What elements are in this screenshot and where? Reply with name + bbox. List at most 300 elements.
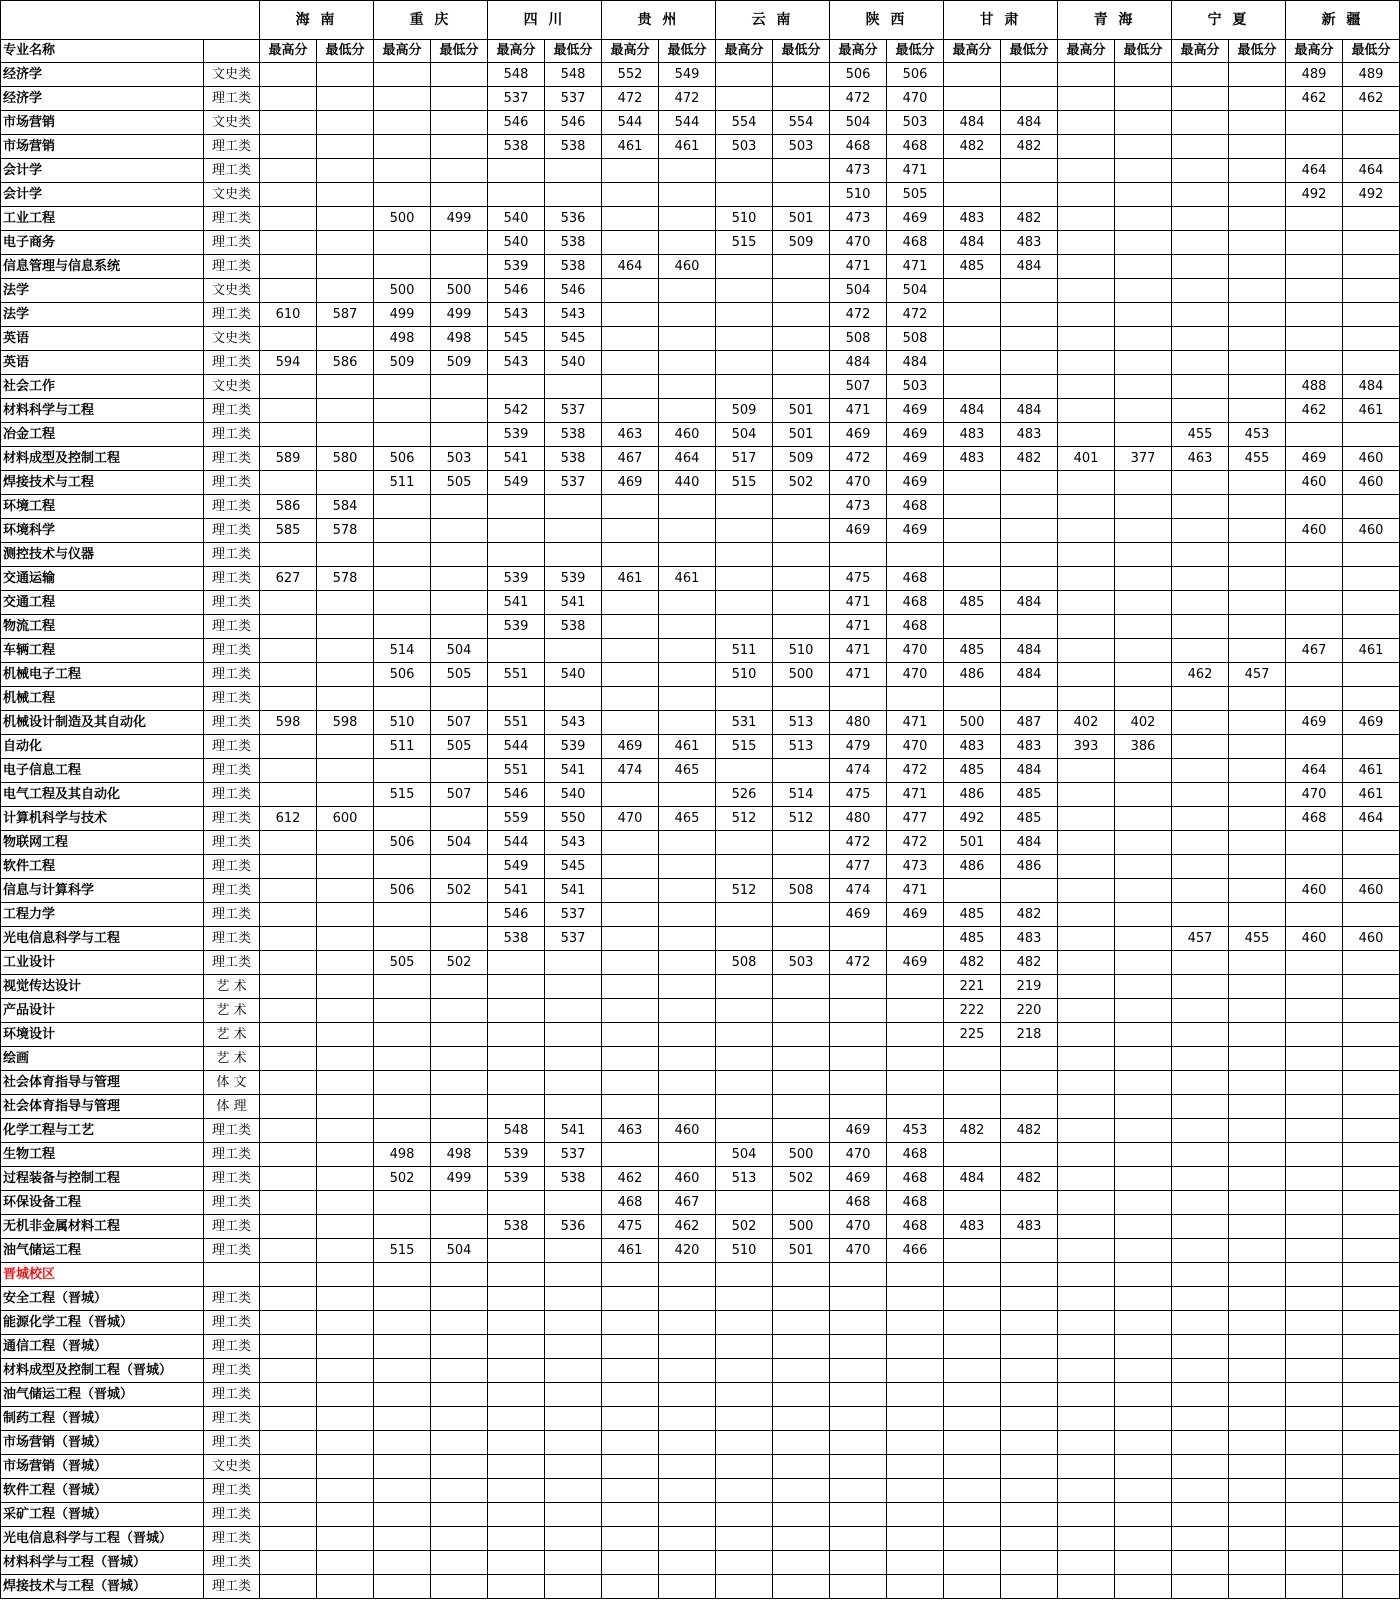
min-score-cell: 467 xyxy=(659,1191,716,1215)
max-score-cell xyxy=(1286,1407,1343,1431)
min-score-cell: 538 xyxy=(545,615,602,639)
max-score-cell xyxy=(1286,231,1343,255)
max-score-cell: 589 xyxy=(260,447,317,471)
max-score-cell xyxy=(1172,471,1229,495)
max-score-cell xyxy=(944,1575,1001,1599)
table-row xyxy=(1,735,1400,759)
max-score-cell xyxy=(716,1431,773,1455)
max-score-cell: 482 xyxy=(944,1119,1001,1143)
table-row xyxy=(1,1335,1400,1359)
max-score-cell xyxy=(716,183,773,207)
max-score-cell xyxy=(260,1215,317,1239)
min-score-cell: 472 xyxy=(887,831,944,855)
max-score-cell xyxy=(716,1383,773,1407)
min-score-cell: 503 xyxy=(431,447,488,471)
max-score-cell: 541 xyxy=(488,879,545,903)
max-score-cell: 470 xyxy=(830,471,887,495)
max-score-cell: 551 xyxy=(488,711,545,735)
max-score-cell xyxy=(488,1095,545,1119)
max-score-cell xyxy=(1286,135,1343,159)
min-score-cell xyxy=(659,1479,716,1503)
min-score-cell xyxy=(1001,567,1058,591)
min-score-cell: 483 xyxy=(1001,927,1058,951)
min-score-cell xyxy=(545,999,602,1023)
province-header: 宁 夏 xyxy=(1172,1,1286,40)
major-name: 油气储运工程（晋城） xyxy=(1,1383,204,1407)
max-score-cell: 470 xyxy=(830,1215,887,1239)
max-score-cell xyxy=(1172,351,1229,375)
min-score-cell xyxy=(1001,495,1058,519)
min-score-cell xyxy=(545,1239,602,1263)
min-score-cell xyxy=(659,1455,716,1479)
min-score-cell: 498 xyxy=(431,1143,488,1167)
table-row xyxy=(1,471,1400,495)
min-score-cell xyxy=(545,375,602,399)
min-score-cell xyxy=(773,1071,830,1095)
major-name: 化学工程与工艺 xyxy=(1,1119,204,1143)
min-score-cell xyxy=(431,1263,488,1287)
min-score-cell xyxy=(1343,903,1400,927)
max-score-cell xyxy=(1286,687,1343,711)
min-score-cell xyxy=(545,1263,602,1287)
max-score-cell xyxy=(602,1095,659,1119)
min-score-cell xyxy=(887,1431,944,1455)
max-score-cell xyxy=(602,327,659,351)
max-score-header: 最高分 xyxy=(260,40,317,63)
max-score-cell xyxy=(944,303,1001,327)
min-score-cell: 460 xyxy=(659,255,716,279)
min-score-cell xyxy=(1115,975,1172,999)
max-score-cell xyxy=(1058,519,1115,543)
max-score-cell: 462 xyxy=(1286,399,1343,423)
min-score-cell xyxy=(1115,1407,1172,1431)
min-score-cell xyxy=(1229,87,1286,111)
max-score-cell: 498 xyxy=(374,1143,431,1167)
max-score-cell: 401 xyxy=(1058,447,1115,471)
min-score-cell xyxy=(1343,1095,1400,1119)
min-score-cell xyxy=(887,1287,944,1311)
min-score-cell xyxy=(1001,1479,1058,1503)
min-score-cell xyxy=(1229,567,1286,591)
max-score-cell: 471 xyxy=(830,615,887,639)
min-score-cell xyxy=(887,1551,944,1575)
subject-type: 理工类 xyxy=(204,951,260,975)
max-score-cell xyxy=(944,63,1001,87)
min-score-cell: 548 xyxy=(545,63,602,87)
max-score-cell xyxy=(1172,1287,1229,1311)
major-name: 自动化 xyxy=(1,735,204,759)
min-score-cell xyxy=(659,903,716,927)
min-score-cell xyxy=(317,1503,374,1527)
max-score-cell xyxy=(1058,615,1115,639)
max-score-cell xyxy=(1172,879,1229,903)
province-header: 陕 西 xyxy=(830,1,944,40)
max-score-cell xyxy=(602,831,659,855)
table-row xyxy=(1,975,1400,999)
min-score-cell xyxy=(545,1023,602,1047)
table-row xyxy=(1,1431,1400,1455)
min-score-cell xyxy=(317,735,374,759)
min-score-cell xyxy=(1001,1407,1058,1431)
max-score-cell: 468 xyxy=(602,1191,659,1215)
min-score-cell xyxy=(1115,639,1172,663)
major-name: 材料成型及控制工程（晋城） xyxy=(1,1359,204,1383)
subject-type: 文史类 xyxy=(204,375,260,399)
min-score-cell xyxy=(1229,1455,1286,1479)
max-score-cell xyxy=(374,759,431,783)
max-score-cell xyxy=(488,519,545,543)
max-score-cell xyxy=(1172,711,1229,735)
min-score-cell xyxy=(317,903,374,927)
max-score-cell xyxy=(716,63,773,87)
min-score-cell xyxy=(317,663,374,687)
min-score-cell xyxy=(1115,759,1172,783)
max-score-cell xyxy=(260,759,317,783)
min-score-cell xyxy=(773,1023,830,1047)
max-score-cell: 472 xyxy=(830,951,887,975)
min-score-cell xyxy=(431,975,488,999)
max-score-cell xyxy=(260,1047,317,1071)
max-score-cell xyxy=(602,879,659,903)
min-score-cell: 218 xyxy=(1001,1023,1058,1047)
max-score-cell xyxy=(716,1455,773,1479)
max-score-cell: 473 xyxy=(830,207,887,231)
max-score-cell: 500 xyxy=(374,279,431,303)
min-score-cell xyxy=(1229,159,1286,183)
min-score-cell xyxy=(431,399,488,423)
min-score-cell: 460 xyxy=(1343,879,1400,903)
min-score-cell xyxy=(773,1527,830,1551)
max-score-cell: 475 xyxy=(830,567,887,591)
max-score-cell: 485 xyxy=(944,903,1001,927)
max-score-cell xyxy=(1286,1239,1343,1263)
max-score-cell xyxy=(830,1263,887,1287)
min-score-cell xyxy=(317,1071,374,1095)
max-score-cell xyxy=(260,1575,317,1599)
max-score-cell xyxy=(830,1575,887,1599)
max-score-cell xyxy=(830,927,887,951)
max-score-cell xyxy=(374,495,431,519)
table-row xyxy=(1,855,1400,879)
table-row xyxy=(1,1143,1400,1167)
max-score-cell xyxy=(716,87,773,111)
max-score-cell xyxy=(1286,999,1343,1023)
min-score-cell: 578 xyxy=(317,567,374,591)
major-name: 电气工程及其自动化 xyxy=(1,783,204,807)
max-score-cell xyxy=(1172,255,1229,279)
min-score-cell: 483 xyxy=(1001,735,1058,759)
max-score-cell xyxy=(260,111,317,135)
max-score-cell xyxy=(1058,663,1115,687)
max-score-cell: 471 xyxy=(830,591,887,615)
max-score-cell: 513 xyxy=(716,1167,773,1191)
max-score-cell xyxy=(1172,1455,1229,1479)
max-score-cell xyxy=(260,471,317,495)
max-score-cell xyxy=(374,1335,431,1359)
min-score-cell xyxy=(1115,1551,1172,1575)
max-score-cell xyxy=(1058,1143,1115,1167)
min-score-cell xyxy=(1229,1143,1286,1167)
min-score-cell xyxy=(431,1071,488,1095)
subject-type xyxy=(204,1263,260,1287)
max-score-cell xyxy=(830,1095,887,1119)
province-header: 海 南 xyxy=(260,1,374,40)
min-score-cell: 482 xyxy=(1001,1119,1058,1143)
min-score-cell xyxy=(545,1479,602,1503)
min-score-cell: 544 xyxy=(659,111,716,135)
min-score-cell: 508 xyxy=(887,327,944,351)
max-score-header: 最高分 xyxy=(1286,40,1343,63)
min-score-cell xyxy=(773,543,830,567)
max-score-cell xyxy=(1172,1143,1229,1167)
max-score-cell xyxy=(1172,975,1229,999)
min-score-cell xyxy=(545,1191,602,1215)
max-score-cell xyxy=(1172,231,1229,255)
max-score-cell xyxy=(260,1023,317,1047)
max-score-cell xyxy=(716,1095,773,1119)
min-score-cell xyxy=(1115,1479,1172,1503)
min-score-cell xyxy=(431,1527,488,1551)
max-score-cell xyxy=(1286,903,1343,927)
min-score-cell: 469 xyxy=(887,903,944,927)
min-score-cell: 537 xyxy=(545,87,602,111)
max-score-cell: 504 xyxy=(830,111,887,135)
min-score-cell: 537 xyxy=(545,399,602,423)
max-score-cell xyxy=(260,87,317,111)
score-table-body xyxy=(1,63,1400,1599)
max-score-cell xyxy=(944,1095,1001,1119)
max-score-cell xyxy=(260,735,317,759)
min-score-cell: 464 xyxy=(1343,807,1400,831)
max-score-cell xyxy=(1172,1503,1229,1527)
max-score-cell: 464 xyxy=(1286,159,1343,183)
major-name: 油气储运工程 xyxy=(1,1239,204,1263)
min-score-cell xyxy=(1001,687,1058,711)
max-score-cell xyxy=(374,1407,431,1431)
max-score-cell: 479 xyxy=(830,735,887,759)
max-score-cell xyxy=(260,1359,317,1383)
max-score-cell xyxy=(260,1191,317,1215)
max-score-cell xyxy=(1286,495,1343,519)
max-score-cell: 472 xyxy=(830,303,887,327)
max-score-cell xyxy=(1286,591,1343,615)
max-score-cell xyxy=(944,1479,1001,1503)
subject-type: 理工类 xyxy=(204,1359,260,1383)
min-score-cell xyxy=(773,1095,830,1119)
max-score-cell xyxy=(1172,759,1229,783)
min-score-cell xyxy=(1229,1287,1286,1311)
max-score-cell: 612 xyxy=(260,807,317,831)
max-score-cell xyxy=(602,399,659,423)
min-score-cell: 541 xyxy=(545,879,602,903)
max-score-cell: 554 xyxy=(716,111,773,135)
max-score-cell xyxy=(374,687,431,711)
min-score-cell: 578 xyxy=(317,519,374,543)
subject-type: 理工类 xyxy=(204,567,260,591)
major-name: 市场营销 xyxy=(1,135,204,159)
max-score-cell xyxy=(1058,999,1115,1023)
max-score-cell xyxy=(716,495,773,519)
min-score-cell: 541 xyxy=(545,591,602,615)
max-score-cell xyxy=(1058,927,1115,951)
max-score-cell: 484 xyxy=(944,111,1001,135)
min-score-cell xyxy=(431,855,488,879)
min-score-cell xyxy=(659,1383,716,1407)
min-score-cell xyxy=(317,399,374,423)
min-score-cell xyxy=(1001,1095,1058,1119)
max-score-cell: 462 xyxy=(602,1167,659,1191)
min-score-cell xyxy=(773,615,830,639)
max-score-cell xyxy=(374,183,431,207)
max-score-cell xyxy=(1058,1215,1115,1239)
min-score-cell: 468 xyxy=(887,495,944,519)
max-score-cell xyxy=(1286,207,1343,231)
min-score-cell xyxy=(1115,1095,1172,1119)
min-score-cell xyxy=(1229,255,1286,279)
major-name: 光电信息科学与工程 xyxy=(1,927,204,951)
max-score-cell xyxy=(260,783,317,807)
max-score-cell: 506 xyxy=(374,831,431,855)
max-score-cell xyxy=(1286,735,1343,759)
max-score-cell xyxy=(716,519,773,543)
max-score-cell xyxy=(944,615,1001,639)
min-score-cell xyxy=(1115,1431,1172,1455)
min-score-cell xyxy=(431,1215,488,1239)
min-score-cell xyxy=(317,759,374,783)
min-score-cell xyxy=(659,543,716,567)
min-score-cell xyxy=(317,1119,374,1143)
min-score-cell xyxy=(317,591,374,615)
table-row xyxy=(1,1479,1400,1503)
min-score-cell xyxy=(317,1383,374,1407)
major-name: 工程力学 xyxy=(1,903,204,927)
major-name: 环保设备工程 xyxy=(1,1191,204,1215)
max-score-header: 最高分 xyxy=(488,40,545,63)
min-score-cell xyxy=(659,1311,716,1335)
max-score-cell: 402 xyxy=(1058,711,1115,735)
max-score-cell xyxy=(260,207,317,231)
major-name: 生物工程 xyxy=(1,1143,204,1167)
max-score-cell xyxy=(1172,1095,1229,1119)
max-score-cell xyxy=(1058,975,1115,999)
max-score-cell xyxy=(602,351,659,375)
max-score-cell xyxy=(1172,207,1229,231)
max-score-cell xyxy=(260,879,317,903)
max-score-cell xyxy=(1286,951,1343,975)
min-score-cell: 538 xyxy=(545,423,602,447)
max-score-cell: 483 xyxy=(944,1215,1001,1239)
min-score-cell: 453 xyxy=(887,1119,944,1143)
min-score-cell xyxy=(1229,1503,1286,1527)
min-score-cell: 501 xyxy=(773,399,830,423)
max-score-cell xyxy=(830,1527,887,1551)
max-score-cell: 468 xyxy=(1286,807,1343,831)
max-score-cell: 462 xyxy=(1172,663,1229,687)
max-score-cell xyxy=(374,1047,431,1071)
max-score-cell: 463 xyxy=(602,1119,659,1143)
max-score-cell: 594 xyxy=(260,351,317,375)
min-score-cell xyxy=(887,1023,944,1047)
max-score-cell xyxy=(944,1527,1001,1551)
max-score-cell xyxy=(1172,87,1229,111)
min-score-cell xyxy=(659,159,716,183)
min-score-cell xyxy=(317,975,374,999)
max-score-cell xyxy=(944,1143,1001,1167)
min-score-cell: 538 xyxy=(545,135,602,159)
max-score-cell xyxy=(1172,1479,1229,1503)
max-score-header: 最高分 xyxy=(374,40,431,63)
max-score-cell xyxy=(1058,1455,1115,1479)
major-name: 材料科学与工程 xyxy=(1,399,204,423)
min-score-cell: 461 xyxy=(1343,783,1400,807)
min-score-cell xyxy=(431,807,488,831)
min-score-cell xyxy=(431,1383,488,1407)
min-score-cell xyxy=(1115,1335,1172,1359)
min-score-cell xyxy=(773,903,830,927)
max-score-cell xyxy=(716,615,773,639)
table-row xyxy=(1,1191,1400,1215)
max-score-cell: 531 xyxy=(716,711,773,735)
min-score-cell xyxy=(431,1335,488,1359)
min-score-cell xyxy=(773,975,830,999)
max-score-cell xyxy=(374,591,431,615)
min-score-cell xyxy=(1001,1503,1058,1527)
min-score-cell xyxy=(317,1479,374,1503)
max-score-cell xyxy=(944,159,1001,183)
max-score-cell xyxy=(602,1287,659,1311)
min-score-cell: 503 xyxy=(773,951,830,975)
min-score-cell xyxy=(773,327,830,351)
min-score-cell xyxy=(1343,1287,1400,1311)
min-score-cell xyxy=(431,1359,488,1383)
max-score-cell: 498 xyxy=(374,327,431,351)
max-score-cell xyxy=(944,1287,1001,1311)
table-row xyxy=(1,519,1400,543)
max-score-cell xyxy=(1286,663,1343,687)
max-score-cell xyxy=(602,711,659,735)
min-score-cell: 469 xyxy=(887,399,944,423)
max-score-cell xyxy=(1286,1335,1343,1359)
min-score-cell xyxy=(1115,1383,1172,1407)
max-score-cell xyxy=(374,1263,431,1287)
min-score-cell: 440 xyxy=(659,471,716,495)
max-score-cell xyxy=(602,1311,659,1335)
min-score-cell xyxy=(1001,615,1058,639)
min-score-cell xyxy=(773,375,830,399)
max-score-cell xyxy=(1058,879,1115,903)
min-score-cell xyxy=(1001,1191,1058,1215)
min-score-cell xyxy=(1229,1215,1286,1239)
table-row xyxy=(1,783,1400,807)
min-score-cell xyxy=(1229,1167,1286,1191)
min-score-cell xyxy=(545,1071,602,1095)
min-score-cell xyxy=(1229,855,1286,879)
min-score-cell xyxy=(1001,303,1058,327)
max-score-cell: 393 xyxy=(1058,735,1115,759)
max-score-cell xyxy=(1172,807,1229,831)
min-score-cell xyxy=(431,1311,488,1335)
major-name: 电子商务 xyxy=(1,231,204,255)
min-score-cell xyxy=(887,1527,944,1551)
max-score-cell xyxy=(1286,303,1343,327)
max-score-cell: 483 xyxy=(944,735,1001,759)
max-score-cell: 543 xyxy=(488,303,545,327)
min-score-cell xyxy=(659,591,716,615)
max-score-cell: 546 xyxy=(488,783,545,807)
max-score-cell: 502 xyxy=(374,1167,431,1191)
major-name: 绘画 xyxy=(1,1047,204,1071)
max-score-cell: 460 xyxy=(1286,927,1343,951)
